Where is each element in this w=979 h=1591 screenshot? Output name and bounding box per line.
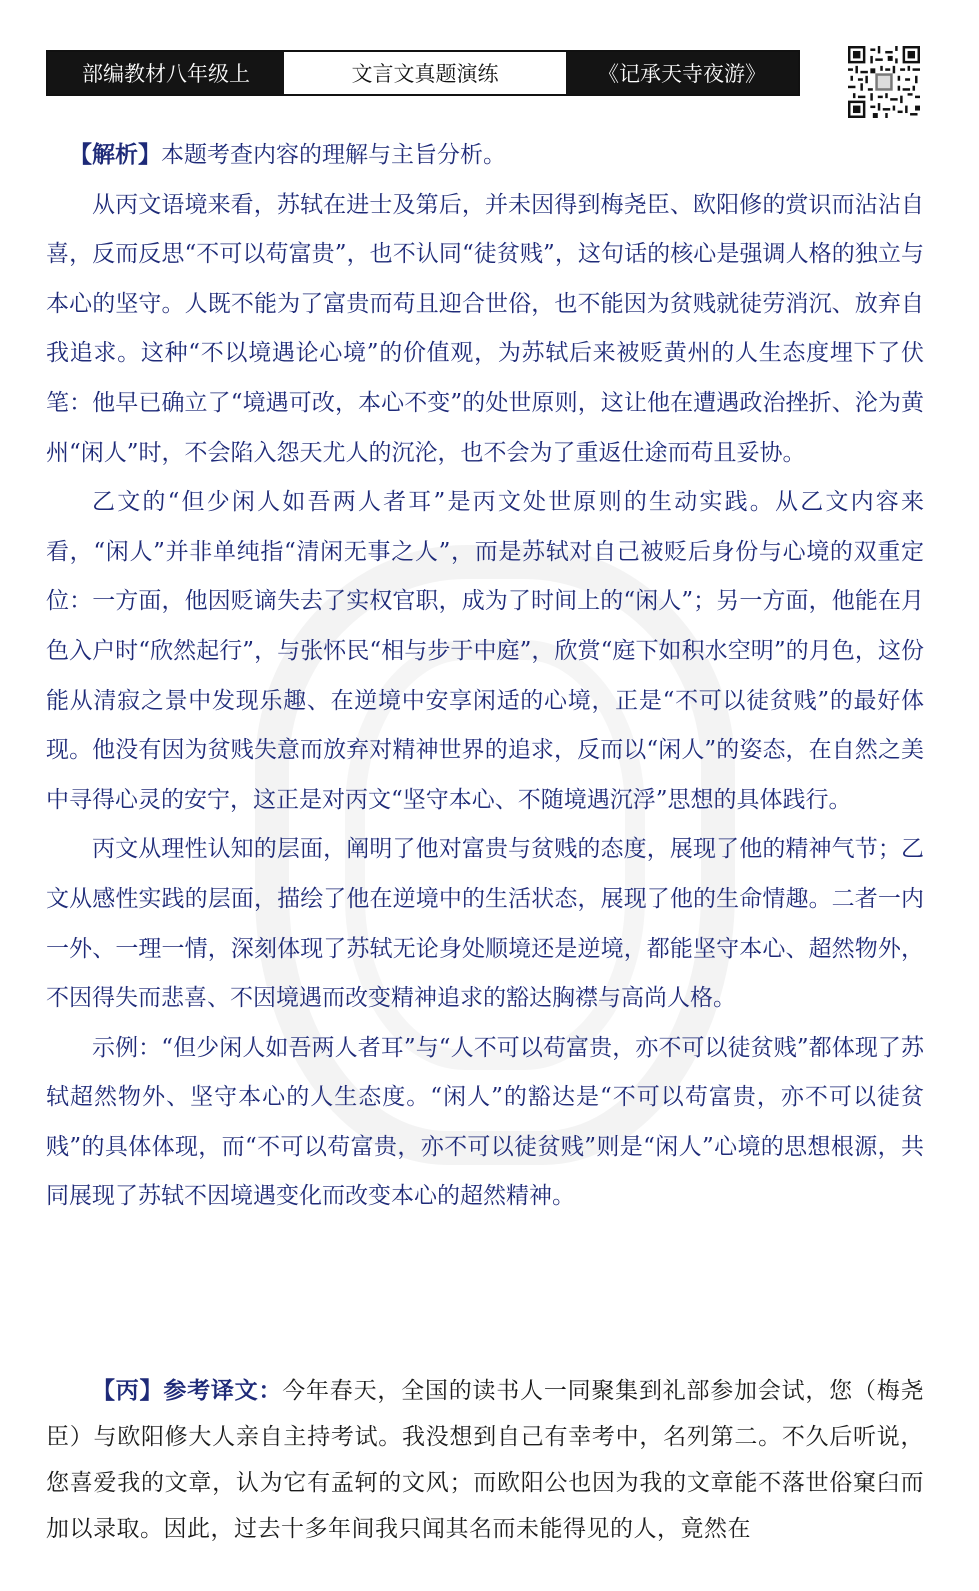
header-bar [46, 50, 800, 96]
analysis-intro [46, 130, 924, 181]
header-title: 《记承天寺夜游》 [566, 52, 798, 94]
translation-paragraph [46, 1368, 924, 1552]
header-grade: 部编教材八年级上 [48, 52, 284, 94]
analysis-paragraph: 乙文的“但少闲人如吾两人者耳”是丙文处世原则的生动实践。从乙文内容来看，“闲人”并非单纯指“清闲无事之人”，而是苏轼对自己被贬后身份与心境的双重定位：一方面，他因贬谪失去了实权官职，成为了时间上的“闲人”；另一方面，他能在月色入户时“欣然起行”，与张怀民“相与步于中庭”，欣赏“庭下如积水空明”的月色，这份能从清寂之景中发现乐趣、在逆境中安享闲适的心境，正是“不可以徒贫贱”的最好体现。他没有因为贫贱失意而放弃对精神世界的追求，反而以“闲人”的姿态，在自然之美中寻得心灵的安宁，这正是对丙文“坚守本心、不随境遇沉浮”思想的具体践行。 [46, 489, 924, 813]
translation-text: 今年春天，全国的读书人一同聚集到礼部参加会试，您（梅尧臣）与欧阳修大人亲自主持考试。我没想到自己有幸考中，名列第二。不久后听说，您喜爱我的文章，认为它有孟轲的文风；而欧阳公也因为我的文章能不落世俗窠臼而加以录取。因此，过去十多年间我只闻其名而未能得见的人，竟然在 [46, 1378, 925, 1542]
header-topic: 文言文真题演练 [284, 52, 566, 94]
translation-section [46, 1368, 924, 1552]
analysis-section [46, 130, 924, 1222]
analysis-intro-text: 本题考查内容的理解与主旨分析。 [161, 142, 506, 168]
qr-code-icon [848, 46, 920, 118]
translation-tag: 【丙】参考译文： [92, 1378, 283, 1404]
analysis-tag: 【解析】 [69, 141, 161, 168]
analysis-paragraph: 示例：“但少闲人如吾两人者耳”与“人不可以苟富贵，亦不可以徒贫贱”都体现了苏轼超然物外、坚守本心的人生态度。“闲人”的豁达是“不可以苟富贵，亦不可以徒贫贱”的具体体现，而“不可以苟富贵，亦不可以徒贫贱”则是“闲人”心境的思想根源，共同展现了苏轼不因境遇变化而改变本心的超然精神。 [46, 1034, 924, 1210]
analysis-paragraph: 从丙文语境来看，苏轼在进士及第后，并未因得到梅尧臣、欧阳修的赏识而沾沾自喜，反而反思“不可以苟富贵”，也不认同“徒贫贱”，这句话的核心是强调人格的独立与本心的坚守。人既不能为了富贵而苟且迎合世俗，也不能因为贫贱就徒劳消沉、放弃自我追求。这种“不以境遇论心境”的价值观，为苏轼后来被贬黄州的人生态度埋下了伏笔：他早已确立了“境遇可改，本心不变”的处世原则，这让他在遭遇政治挫折、沦为黄州“闲人”时，不会陷入怨天尤人的沉沦，也不会为了重返仕途而苟且妥协。 [46, 191, 924, 466]
analysis-paragraph: 丙文从理性认知的层面，阐明了他对富贵与贫贱的态度，展现了他的精神气节；乙文从感性实践的层面，描绘了他在逆境中的生活状态，展现了他的生命情趣。二者一内一外、一理一情，深刻体现了苏轼无论身处顺境还是逆境，都能坚守本心、超然物外，不因得失而悲喜、不因境遇而改变精神追求的豁达胸襟与高尚人格。 [46, 836, 924, 1012]
